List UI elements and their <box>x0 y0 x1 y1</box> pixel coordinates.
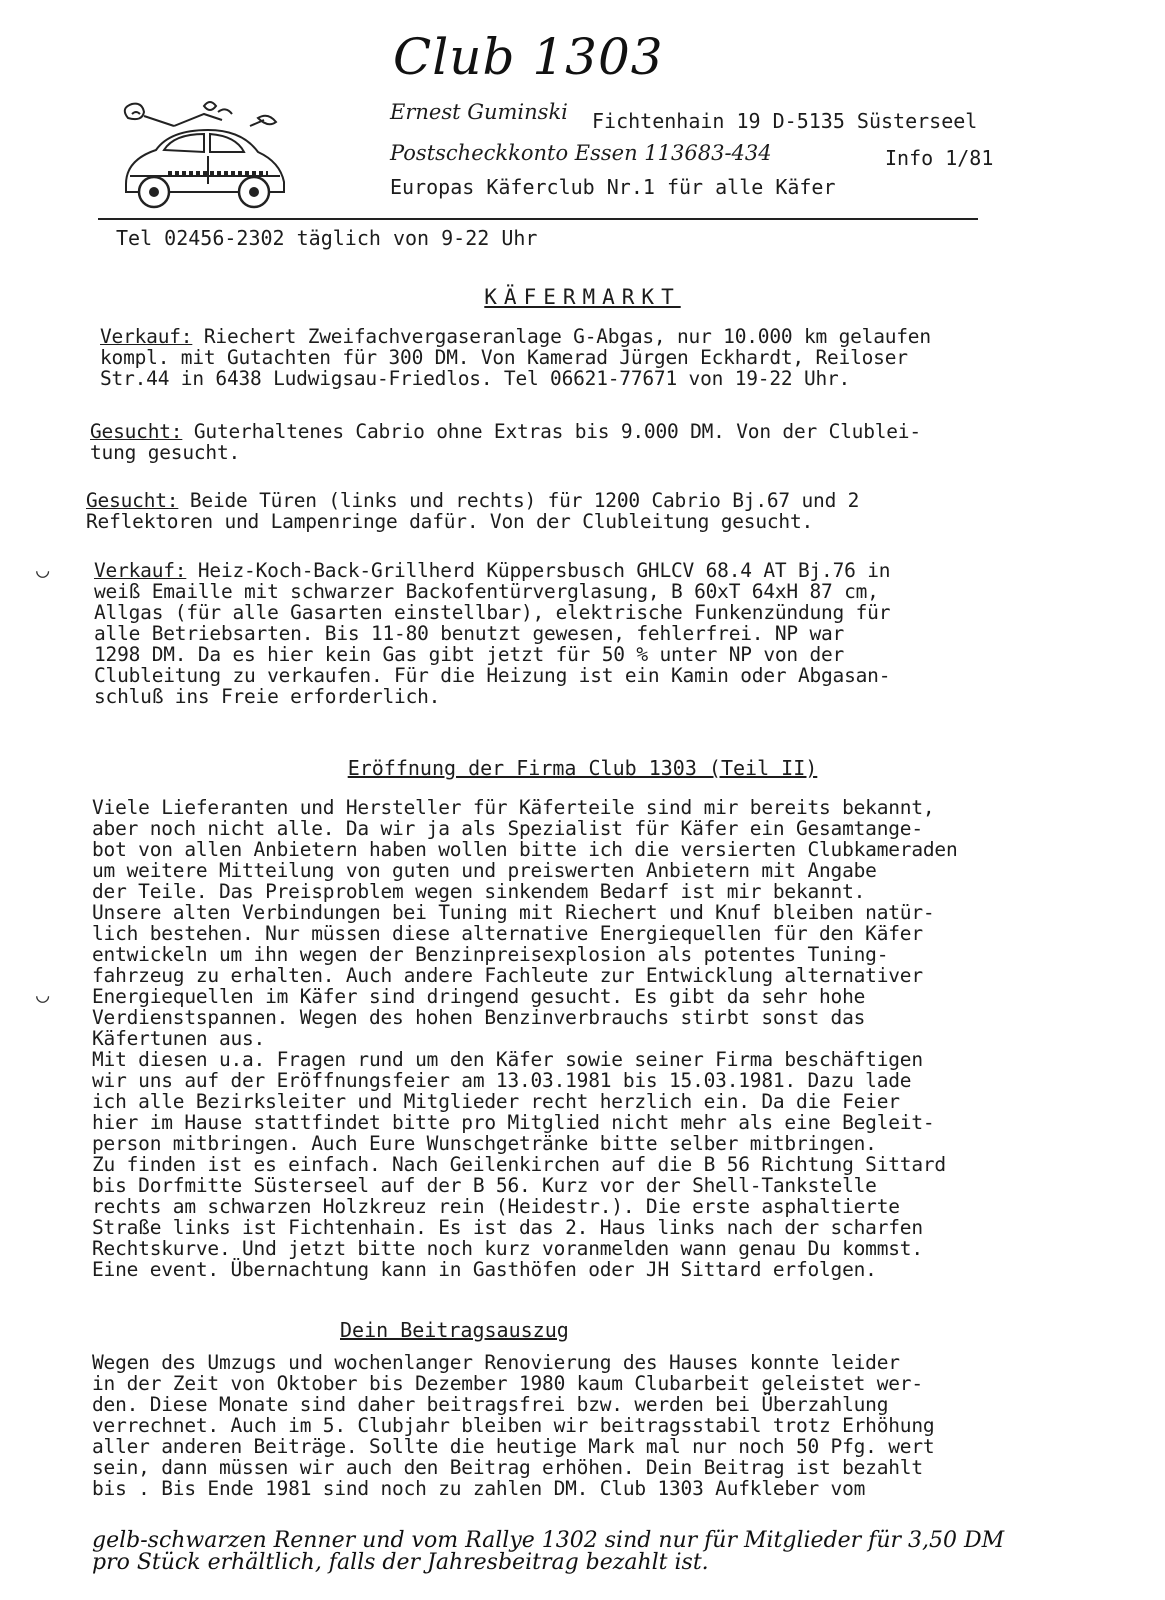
ad-3 <box>86 490 859 532</box>
ad-2-label: Gesucht: <box>90 420 183 443</box>
handwritten-note: gelb-schwarzen Renner und vom Rallye 1302 sind nur für Mitglieder für 3,50 DM pro Stück erhältlich, falls der Jahresbeitrag bezahlt ist. <box>92 1528 1005 1575</box>
opening-body: Viele Lieferanten und Hersteller für Käferteile sind mir bereits bekannt, aber noch nicht alle. Da wir ja als Spezialist für Käfer ein Gesamtange- bot von allen Anbietern haben wollen bitte ich die versierten Clubkameraden um weitere Mitteilung von guten und preiswerten Anbietern mit Angabe der Teile. Das Preisproblem wegen sinkendem Bedarf ist mir bekannt. Unsere alten Verbindungen bei Tuning mit Riechert und Knuf bleiben natür- lich bestehen. Nur müssen diese alternative Energiequellen für den Käfer entwickeln um ihn wegen der Benzinpreisexplosion als potentes Tuning- fahrzeug zu erhalten. Auch andere Fachleute zur Entwicklung alternativer Energiequellen im Käfer sind dringend gesucht. Es gibt da sehr hohe Verdienstspannen. Wegen des hohen Benzinverbrauchs stirbt sonst das Käfertunen aus. Mit diesen u.a. Fragen rund um den Käfer sowie seiner Firma beschäftigen wir uns auf der Eröffnungsfeier am 13.03.1981 bis 15.03.1981. Dazu lade ich alle Bezirksleiter und Mitglieder recht herzlich ein. Da die Feier hier im Hause stattfindet bitte pro Mitglied nicht mehr als eine Begleit- person mitbringen. Auch Eure Wunschgetränke bitte selber mitbringen. Zu finden ist es einfach. Nach Geilenkirchen auf die B 56 Richtung Sittard bis Dorfmitte Süsterseel auf der B 56. Kurz vor der Shell-Tankstelle rechts am schwarzen Holzkreuz rein (Heidestr.). Die erste asphaltierte Straße links ist Fichtenhain. Es ist das 2. Haus links nach der scharfen Rechtskurve. Und jetzt bitte noch kurz voranmelden wann genau Du kommst. Eine event. Übernachtung kann in Gasthöfen oder JH Sittard erfolgen. <box>92 796 958 1281</box>
ad-4-text: Heiz-Koch-Back-Grillherd Küppersbusch GHLCV 68.4 AT Bj.76 in weiß Emaille mit schwarzer Backofentürverglasung, B 60xT 64xH 87 cm, Allgas (für alle Gasarten einstellbar), elektrische Funkenzündung für alle Betriebsarten. Bis 11-80 benutzt gewesen, fehlerfrei. NP war 1298 DM. Da es hier kein Gas gibt jetzt für 50 % unter NP von der Clubleitung zu verkaufen. Für die Heizung ist ein Kamin oder Abgasan- schluß ins Freie erforderlich. <box>94 559 891 708</box>
ad-4-label: Verkauf: <box>94 559 187 582</box>
ad-3-text: Beide Türen (links und rechts) für 1200 Cabrio Bj.67 und 2 Reflektoren und Lampenringe dafür. Von der Clubleitung gesucht. <box>86 489 860 533</box>
margin-check-mark: ◡ <box>36 558 50 583</box>
ad-2-text: Guterhaltenes Cabrio ohne Extras bis 9.000 DM. Von der Clublei- tung gesucht. <box>90 420 921 464</box>
ad-1 <box>100 326 931 389</box>
ad-4 <box>94 560 890 707</box>
ad-1-text: Riechert Zweifachvergaseranlage G-Abgas, nur 10.000 km gelaufen kompl. mit Gutachten für 300 DM. Von Kamerad Jürgen Eckhardt, Reiloser Str.44 in 6438 Ludwigsau-Friedlos. Tel 06621-77671 von 19-22 Uhr. <box>100 325 931 390</box>
club-logo: Club 1303 <box>393 28 664 86</box>
market-title: KÄFERMARKT <box>484 285 681 309</box>
telephone-line: Tel 02456-2302 täglich von 9-22 Uhr <box>116 226 538 250</box>
beetle-car-illustration <box>108 96 288 216</box>
club-address: Fichtenhain 19 D-5135 Süsterseel <box>592 109 978 133</box>
ad-2 <box>90 421 921 463</box>
ad-1-label: Verkauf: <box>100 325 193 348</box>
fees-body: Wegen des Umzugs und wochenlanger Renovierung des Hauses konnte leider in der Zeit von Oktober bis Dezember 1980 kaum Clubarbeit geleistet wer- den. Diese Monate sind daher beitragsfrei bzw. werden bei Überzahlung verrechnet. Auch im 5. Clubjahr bleiben wir beitragsstabil trotz Erhöhung aller anderen Beiträge. Sollte die heutige Mark mal nur noch 50 Pfg. wert sein, dann müssen wir auch den Beitrag erhöhen. Dein Beitrag ist bezahlt bis . Bis Ende 1981 sind noch zu zahlen DM. Club 1303 Aufkleber vom <box>92 1351 935 1500</box>
issue-number: Info 1/81 <box>885 146 994 170</box>
club-tagline: Europas Käferclub Nr.1 für alle Käfer <box>390 175 836 199</box>
header-rule <box>98 218 978 220</box>
owner-name: Ernest Guminski <box>390 100 568 124</box>
ad-3-label: Gesucht: <box>86 489 179 512</box>
opening-title: Eröffnung der Firma Club 1303 (Teil II) <box>347 756 818 780</box>
bank-account: Postscheckkonto Essen 113683-434 <box>390 141 772 165</box>
fees-title: Dein Beitragsauszug <box>340 1318 569 1342</box>
margin-check-mark: ◡ <box>36 983 50 1008</box>
